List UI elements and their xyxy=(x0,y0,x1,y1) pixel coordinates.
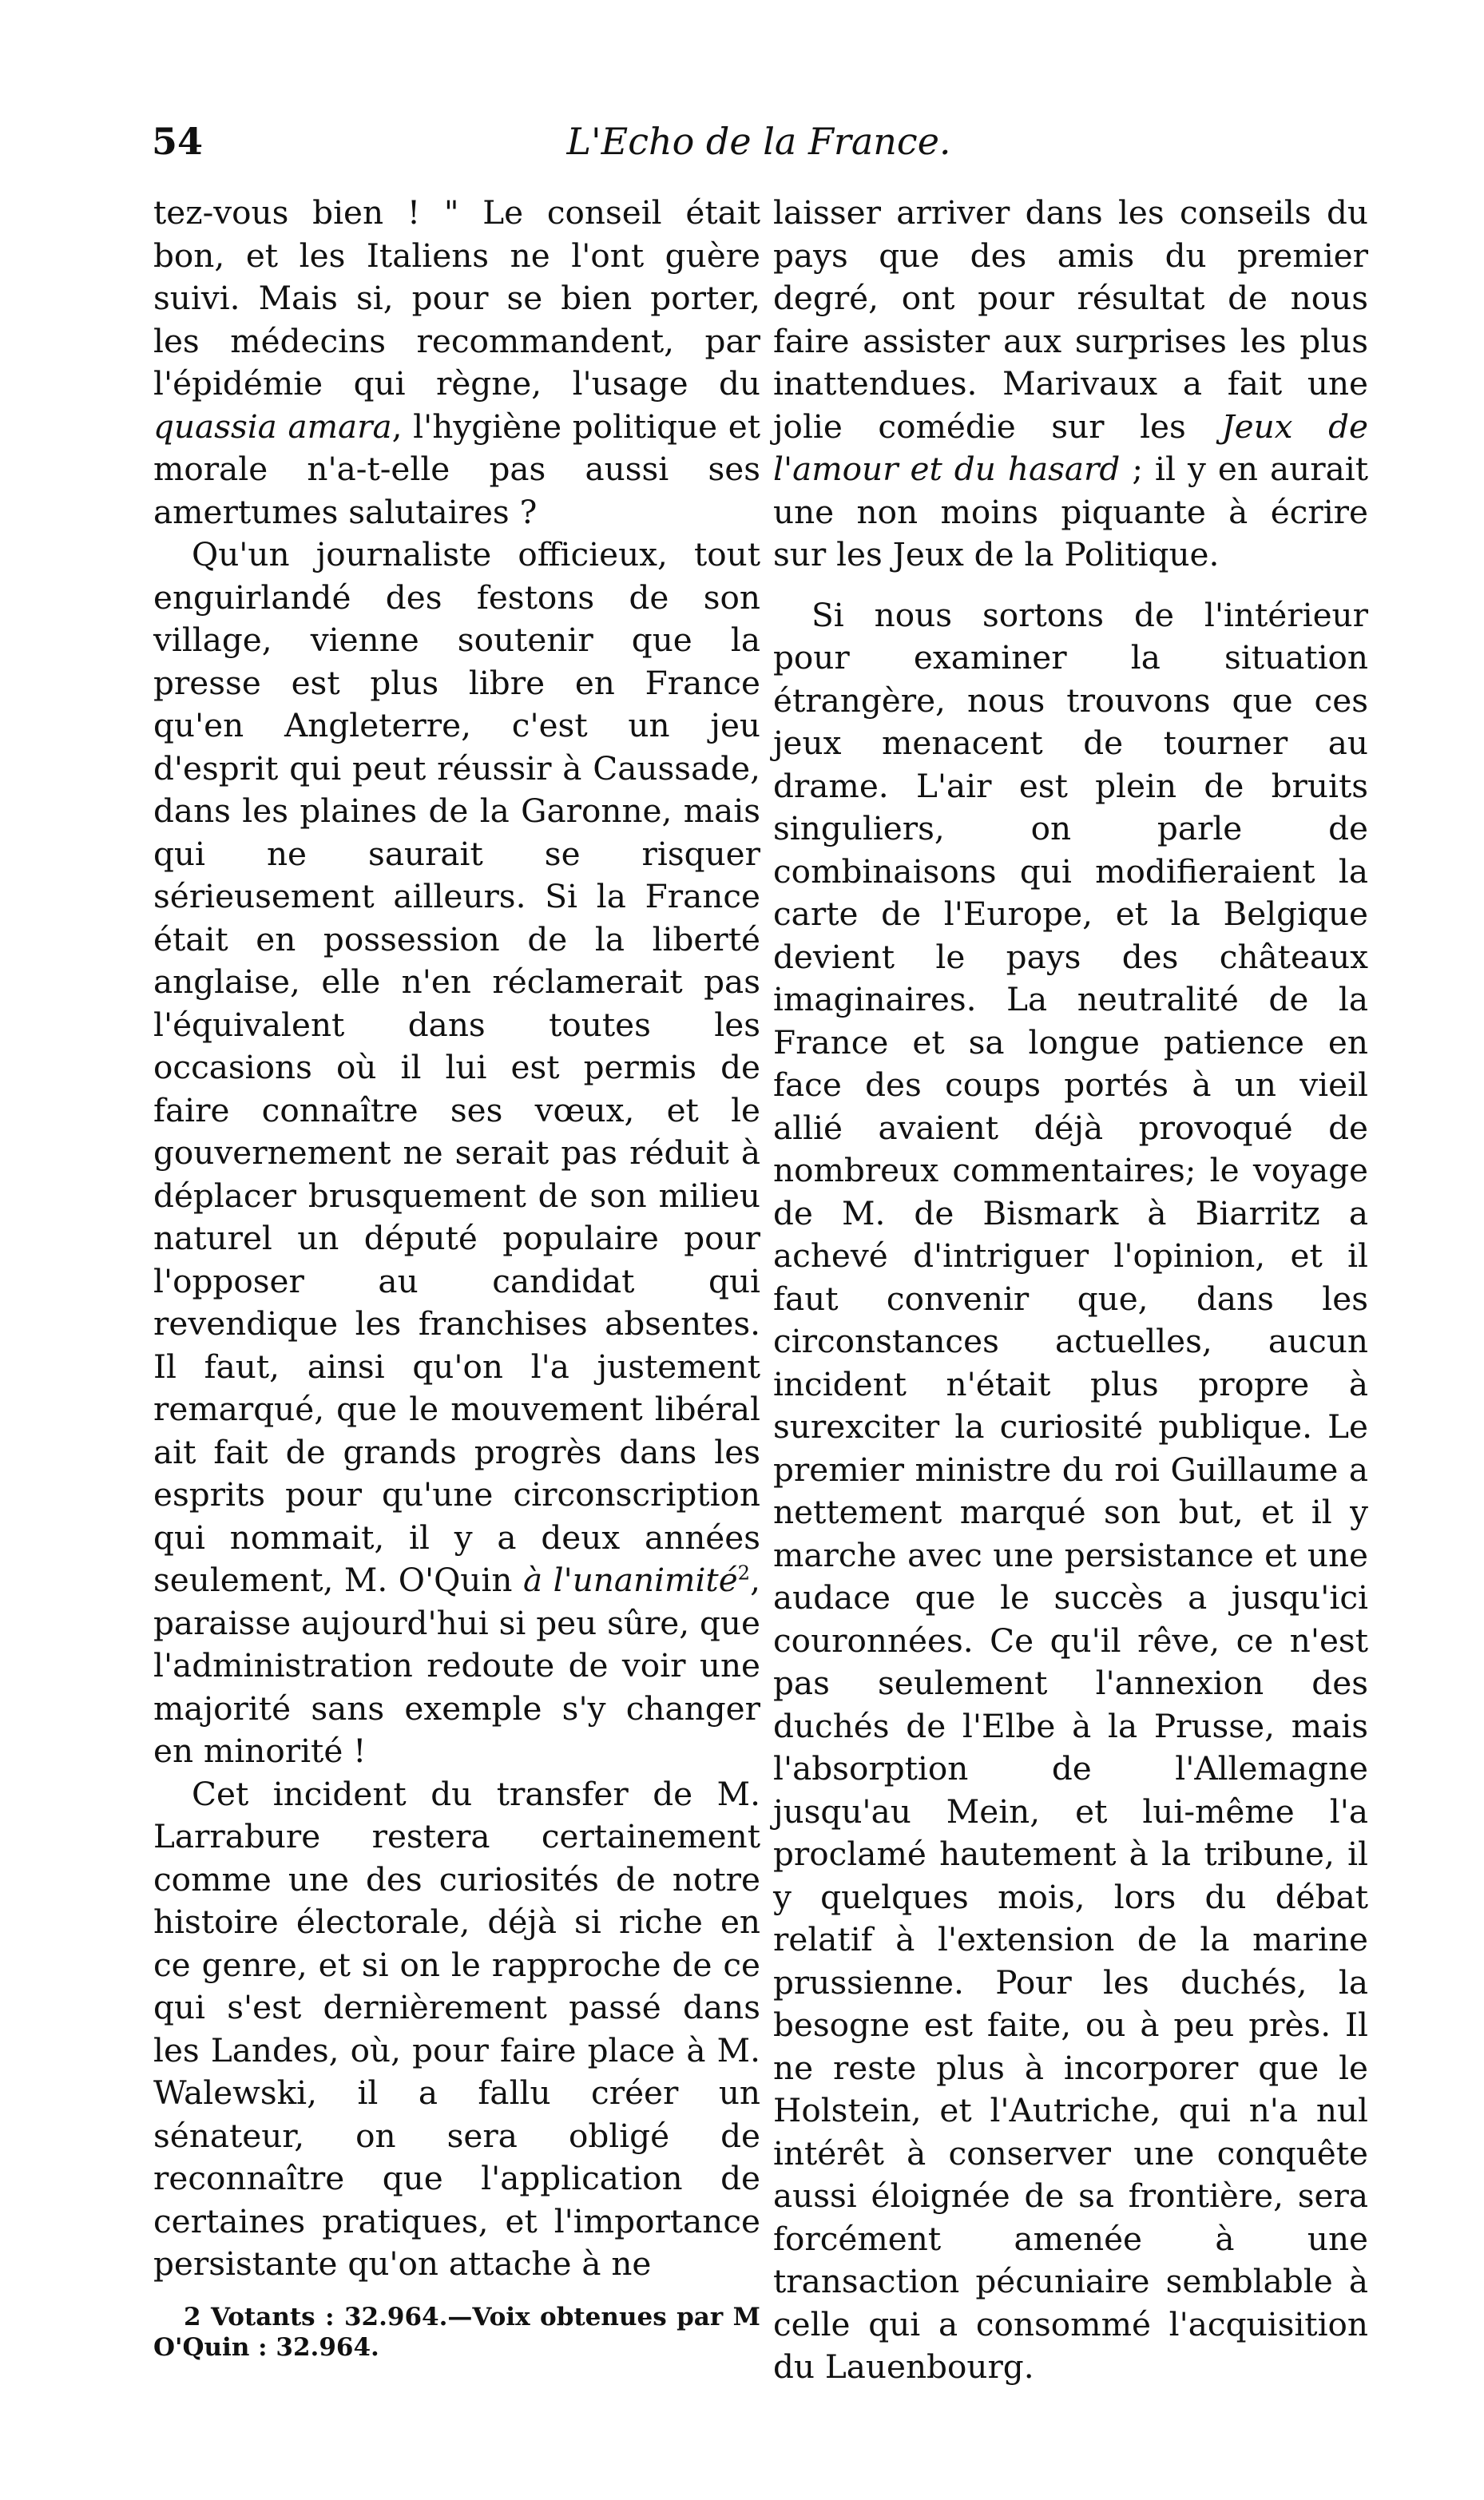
paragraph xyxy=(153,534,760,1773)
text-run: , paraisse aujourd'hui si peu sûre, que l'administration redoute de voir une majorité sans exemple s'y changer en minorité ! xyxy=(153,1561,761,1770)
paragraph: Cet incident du transfer de M. Larrabure restera certainement comme une des curiosités de notre histoire électorale, déjà si riche en ce genre, et si on le rapproche de ce qui s'est dernièrement passé dans les Landes, où, pour faire place à M. Walewski, il a fallu créer un sénateur, on sera obligé de reconnaître que l'application de certaines pratiques, et l'importance persistante qu'on attache à ne xyxy=(153,1774,760,2283)
paragraph xyxy=(153,192,760,534)
text-run: laisser arriver dans les conseils du pays que des amis du premier degré, ont pour résultat de nous faire assister aux surprises les plus inattendues. Marivaux a fait une jolie comédie sur les xyxy=(773,193,1368,446)
footnote-marker: 2 xyxy=(737,1561,751,1585)
italic-phrase: quassia amara xyxy=(153,407,392,446)
footnote: 2 Votants : 32.964.—Voix obtenues par M O'Quin : 32.964. xyxy=(153,2302,760,2362)
text-run: Qu'un journaliste officieux, tout enguirlandé des festons de son village, vienne soutenir que la presse est plus libre en France qu'en Angleterre, c'est un jeu d'esprit qui peut réussir à Caussade, dans les plaines de la Garonne, mais qui ne saurait se risquer sérieusement ailleurs. Si la France était en possession de la liberté anglaise, elle n'en réclamerait pas l'équivalent dans toutes les occasions où il lui est permis de faire connaître ses vœux, et le gouvernement ne serait pas réduit à déplacer brusquement de son milieu naturel un député populaire pour l'opposer au candidat qui revendique les franchises absentes. Il faut, ainsi qu'on l'a justement remarqué, que le mouvement libéral ait fait de grands progrès dans les esprits pour qu'une circonscription qui nommait, il y a deux années seulement, M. O'Quin xyxy=(153,535,760,1599)
running-title: L'Echo de la France. xyxy=(566,120,951,163)
text-run: ; il y en aurait une non moins piquante à écrire sur les Jeux de la Politique. xyxy=(773,450,1368,573)
right-column xyxy=(773,192,1368,2389)
italic-phrase: à l'unanimité xyxy=(522,1561,738,1599)
paragraph xyxy=(773,192,1368,577)
page-number: 54 xyxy=(152,120,204,163)
left-column xyxy=(153,192,760,2363)
paragraph: Si nous sortons de l'intérieur pour examiner la situation étrangère, nous trouvons que ces jeux menacent de tourner au drame. L'air est plein de bruits singuliers, on parle de combinaisons qui modifieraient la carte de l'Europe, et la Belgique devient le pays des châteaux imaginaires. La neutralité de la France et sa longue patience en face des coups portés à un vieil allié avaient déjà provoqué de nombreux commentaires; le voyage de M. de Bismark à Biarritz a achevé d'intriguer l'opinion, et il faut convenir que, dans les circonstances actuelles, aucun incident n'était plus propre à surexciter la curiosité publique. Le premier ministre du roi Guillaume a nettement marqué son but, et il y marche avec une persistance et une audace que le succès a jusqu'ici couronnées. Ce qu'il rêve, ce n'est pas seulement l'annexion des duchés de l'Elbe à la Prusse, mais l'absorption de l'Allemagne jusqu'au Mein, et lui-même l'a proclamé hautement à la tribune, il y quelques mois, lors du débat relatif à l'extension de la marine prussienne. Pour les duchés, la besogne est faite, ou à peu près. Il ne reste plus à incorporer que le Holstein, et l'Autriche, qui n'a nul intérêt à conserver une conquête aussi éloignée de sa frontière, sera forcément amenée à une transaction pécuniaire semblable à celle qui a consommé l'acquisition du Lauenbourg. xyxy=(773,595,1368,2386)
italic-phrase: Jeux de l'amour et du hasard xyxy=(773,407,1368,488)
text-run: , l'hygiène politique et morale n'a-t-elle pas aussi ses amertumes salutaires ? xyxy=(153,407,760,531)
text-run: tez-vous bien ! " Le conseil était bon, et les Italiens ne l'ont guère suivi. Mais si, pour se bien porter, les médecins recommandent, par l'épidémie qui règne, l'usage du xyxy=(153,193,760,403)
page-header xyxy=(152,120,1366,168)
